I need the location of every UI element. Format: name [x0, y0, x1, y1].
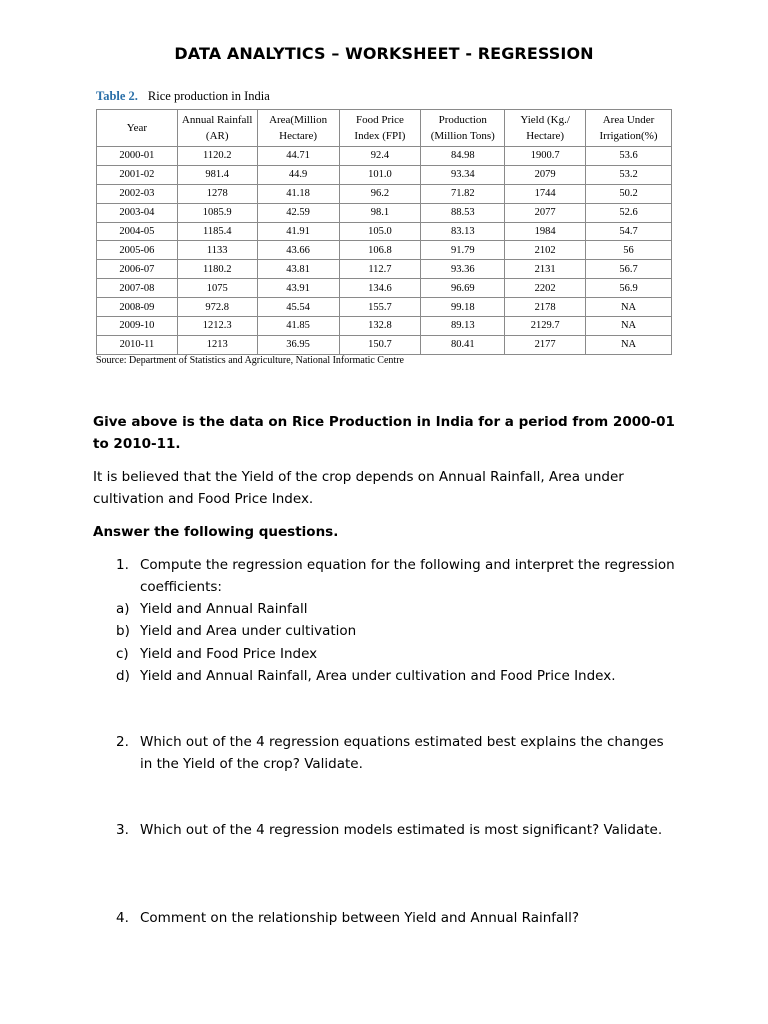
- subitem-c: [116, 643, 317, 665]
- question-number: 1.: [116, 557, 129, 573]
- table-cell: 92.4: [339, 147, 421, 166]
- table-row: [97, 317, 672, 336]
- table-cell: 53.2: [586, 165, 672, 184]
- table-cell: 53.6: [586, 147, 672, 166]
- table-cell-year: 2000-01: [97, 147, 178, 166]
- question-3: [116, 819, 676, 841]
- subitem-label: b): [116, 623, 130, 639]
- table-cell-year: 2004-05: [97, 222, 178, 241]
- table-cell: 42.59: [257, 203, 339, 222]
- table-cell: 1075: [177, 279, 257, 298]
- instruction-heading: Answer the following questions.: [93, 524, 339, 540]
- table-cell-year: 2008-09: [97, 298, 178, 317]
- table-source: Source: Department of Statistics and Agriculture, National Informatic Centre: [96, 355, 404, 366]
- table-cell: 80.41: [421, 335, 505, 354]
- rice-production-table: [96, 109, 672, 355]
- question-text: Which out of the 4 regression equations estimated best explains the changes in the Yield of the crop? Validate.: [140, 734, 664, 772]
- table-cell: 2129.7: [505, 317, 586, 336]
- table-cell: 1984: [505, 222, 586, 241]
- table-cell: 91.79: [421, 241, 505, 260]
- question-text: Comment on the relationship between Yield and Annual Rainfall?: [140, 910, 579, 926]
- question-number: 3.: [116, 822, 129, 838]
- table-caption: [96, 89, 270, 104]
- question-text: Which out of the 4 regression models estimated is most significant? Validate.: [140, 822, 663, 838]
- table-cell: 43.66: [257, 241, 339, 260]
- table-row: [97, 203, 672, 222]
- table-cell: 112.7: [339, 260, 421, 279]
- column-header-food-price-index: Food Price Index (FPI): [339, 110, 421, 147]
- worksheet-title: DATA ANALYTICS – WORKSHEET - REGRESSION: [174, 44, 594, 63]
- subitem-label: a): [116, 601, 130, 617]
- table-cell-year: 2009-10: [97, 317, 178, 336]
- table-row: [97, 165, 672, 184]
- column-header-area: Area(Million Hectare): [257, 110, 339, 147]
- question-1: [116, 554, 676, 598]
- table-cell: 93.34: [421, 165, 505, 184]
- table-cell: 1213: [177, 335, 257, 354]
- table-cell: 2131: [505, 260, 586, 279]
- table-cell-year: 2006-07: [97, 260, 178, 279]
- column-header-irrigation: Area Under Irrigation(%): [586, 110, 672, 147]
- table-cell: 1744: [505, 184, 586, 203]
- table-cell: 56.9: [586, 279, 672, 298]
- table-cell: 71.82: [421, 184, 505, 203]
- column-header-yield: Yield (Kg./ Hectare): [505, 110, 586, 147]
- subitem-text: Yield and Annual Rainfall: [140, 601, 308, 617]
- table-cell: 41.18: [257, 184, 339, 203]
- table-row: [97, 241, 672, 260]
- table-cell-year: 2003-04: [97, 203, 178, 222]
- table-cell: 96.2: [339, 184, 421, 203]
- table-cell: 2077: [505, 203, 586, 222]
- table-cell: 150.7: [339, 335, 421, 354]
- table-cell: 84.98: [421, 147, 505, 166]
- table-cell: 89.13: [421, 317, 505, 336]
- subitem-d: [116, 665, 616, 687]
- table-cell: 105.0: [339, 222, 421, 241]
- question-2: [116, 731, 676, 775]
- table-cell: 83.13: [421, 222, 505, 241]
- table-row: [97, 147, 672, 166]
- table-cell: 98.1: [339, 203, 421, 222]
- table-cell-year: 2010-11: [97, 335, 178, 354]
- table-cell: 93.36: [421, 260, 505, 279]
- table-cell: 1085.9: [177, 203, 257, 222]
- table-cell: 54.7: [586, 222, 672, 241]
- question-number: 4.: [116, 910, 129, 926]
- table-cell: 1212.3: [177, 317, 257, 336]
- table-cell: 2177: [505, 335, 586, 354]
- table-label: Table 2.: [96, 89, 138, 103]
- table-cell: 52.6: [586, 203, 672, 222]
- subitem-label: c): [116, 646, 129, 662]
- intro-paragraph: Give above is the data on Rice Production in India for a period from 2000-01 to 2010-11.: [93, 414, 675, 452]
- table-cell: 2079: [505, 165, 586, 184]
- table-cell: 41.85: [257, 317, 339, 336]
- table-cell: 101.0: [339, 165, 421, 184]
- subitem-text: Yield and Annual Rainfall, Area under cultivation and Food Price Index.: [140, 668, 616, 684]
- table-cell: 44.9: [257, 165, 339, 184]
- table-cell: 56.7: [586, 260, 672, 279]
- table-cell: 132.8: [339, 317, 421, 336]
- table-cell: 1900.7: [505, 147, 586, 166]
- table-cell: 1185.4: [177, 222, 257, 241]
- table-cell: 99.18: [421, 298, 505, 317]
- table-cell: 2178: [505, 298, 586, 317]
- table-row: [97, 260, 672, 279]
- table-cell: 96.69: [421, 279, 505, 298]
- table-cell: 45.54: [257, 298, 339, 317]
- question-text: Compute the regression equation for the following and interpret the regression coefficients:: [140, 557, 675, 595]
- column-header-production: Production (Million Tons): [421, 110, 505, 147]
- table-row: [97, 222, 672, 241]
- table-cell: 981.4: [177, 165, 257, 184]
- table-header-row: [97, 110, 672, 147]
- column-header-annual-rainfall: Annual Rainfall (AR): [177, 110, 257, 147]
- column-header-year: Year: [97, 110, 178, 147]
- table-cell: 56: [586, 241, 672, 260]
- subitem-b: [116, 620, 356, 642]
- table-cell: 44.71: [257, 147, 339, 166]
- subitem-label: d): [116, 668, 130, 684]
- table-row: [97, 335, 672, 354]
- table-cell-year: 2001-02: [97, 165, 178, 184]
- table-cell: 1120.2: [177, 147, 257, 166]
- table-cell-year: 2007-08: [97, 279, 178, 298]
- table-cell: NA: [586, 335, 672, 354]
- table-cell: 1180.2: [177, 260, 257, 279]
- table-cell: 50.2: [586, 184, 672, 203]
- table-cell: 1133: [177, 241, 257, 260]
- table-row: [97, 184, 672, 203]
- table-cell: 88.53: [421, 203, 505, 222]
- table-cell: 43.81: [257, 260, 339, 279]
- table-cell-year: 2002-03: [97, 184, 178, 203]
- table-caption-text: Rice production in India: [147, 89, 270, 103]
- table-cell: 41.91: [257, 222, 339, 241]
- subitem-text: Yield and Area under cultivation: [140, 623, 357, 639]
- table-cell-year: 2005-06: [97, 241, 178, 260]
- subitem-a: [116, 598, 308, 620]
- table-cell: 43.91: [257, 279, 339, 298]
- table-cell: 155.7: [339, 298, 421, 317]
- question-number: 2.: [116, 734, 129, 750]
- table-cell: 2102: [505, 241, 586, 260]
- table-row: [97, 298, 672, 317]
- table-cell: 36.95: [257, 335, 339, 354]
- table-cell: 106.8: [339, 241, 421, 260]
- belief-paragraph: It is believed that the Yield of the crop depends on Annual Rainfall, Area under cultivation and Food Price Index.: [93, 469, 624, 507]
- table-body: [97, 147, 672, 355]
- table-cell: 1278: [177, 184, 257, 203]
- subitem-text: Yield and Food Price Index: [140, 646, 318, 662]
- table-cell: NA: [586, 317, 672, 336]
- table-cell: 134.6: [339, 279, 421, 298]
- question-4: [116, 907, 676, 929]
- table-cell: 972.8: [177, 298, 257, 317]
- table-row: [97, 279, 672, 298]
- table-cell: NA: [586, 298, 672, 317]
- table-cell: 2202: [505, 279, 586, 298]
